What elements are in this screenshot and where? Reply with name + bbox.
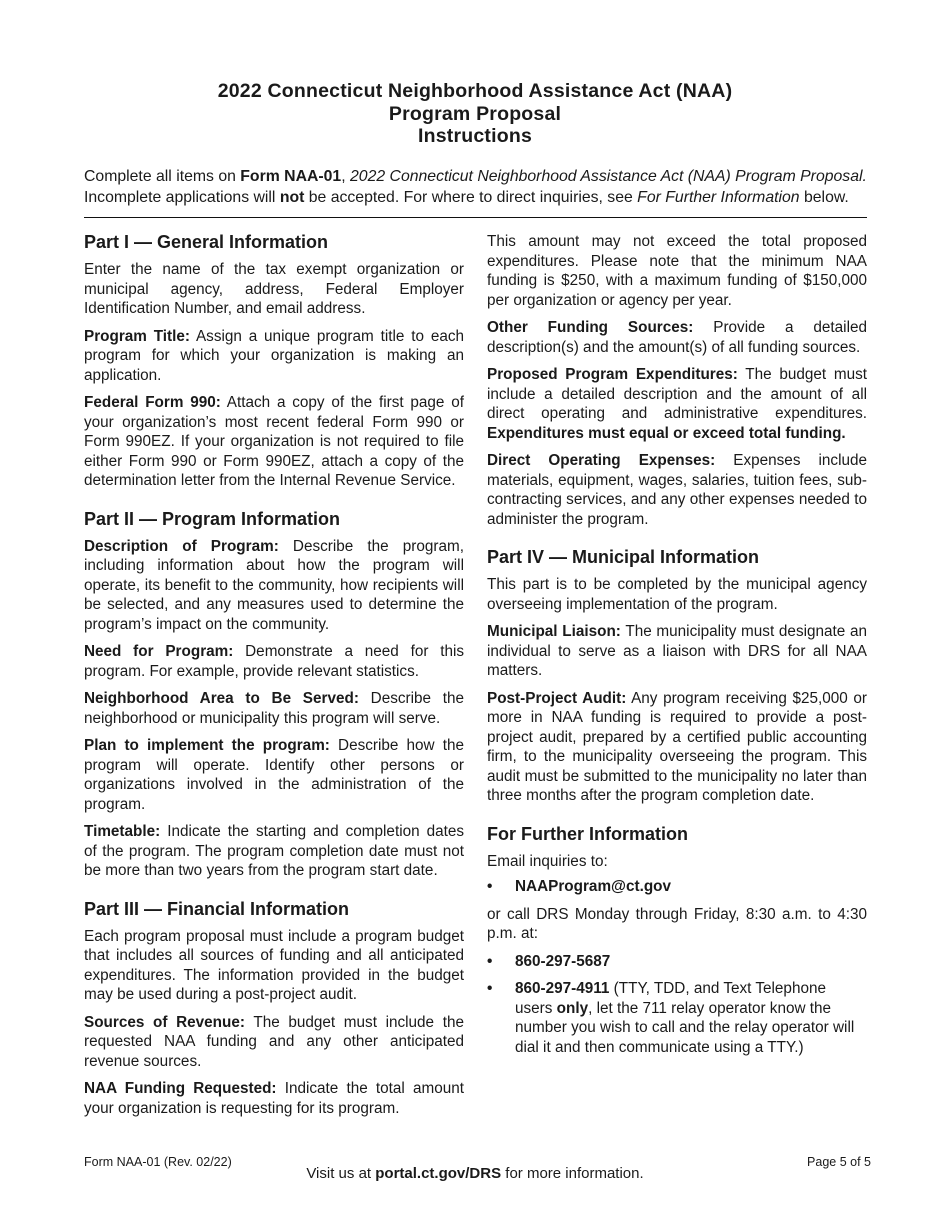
intro-not: not	[279, 188, 305, 206]
form990-text: Attach a copy of the first page of your organization’s most recent federal Form 990 or Form 990EZ. If your organization is not required to file either Form 990 or Form 990EZ, attach a copy of the determination letter from the Internal Revenue Service.	[84, 394, 464, 489]
plan-label: Plan to implement the program:	[84, 737, 330, 754]
proposed-label: Proposed Program Expenditures:	[487, 366, 738, 383]
phone-number-1[interactable]: 860-297-5687	[515, 952, 611, 970]
email-intro: Email inquiries to:	[487, 852, 608, 870]
intro-text: ,	[341, 168, 350, 185]
timetable-label: Timetable:	[84, 823, 161, 840]
program-title-paragraph	[84, 327, 464, 386]
funding-paragraph	[84, 1079, 464, 1118]
intro-form-number: Form NAA-01	[240, 168, 342, 185]
plan-paragraph	[84, 736, 464, 814]
direct-expenses-paragraph	[487, 451, 867, 529]
phone-list	[487, 952, 867, 1058]
email-link[interactable]: NAAProgram@ct.gov	[515, 878, 672, 895]
need-text: Demonstrate a need for this program. For example, provide relevant statistics.	[84, 643, 465, 680]
part2-heading: Part II — Program Information	[84, 508, 341, 529]
part4-heading: Part IV — Municipal Information	[487, 547, 760, 567]
liaison-text: The municipality must designate an individual to serve as a liaison with DRS for all NAA matters.	[487, 623, 867, 679]
bullet-icon: •	[487, 878, 493, 895]
visit-text: for more information.	[501, 1165, 644, 1182]
funding-text: Indicate the total amount your organization is requesting for its program.	[84, 1080, 464, 1117]
document-title	[0, 80, 950, 148]
phone2-text: , let the 711 relay operator know the number you wish to call and the relay operator will dial it and then communicate using a TTY.)	[515, 999, 855, 1056]
program-title-text: Assign a unique program title to each program for which your organization is making an application.	[84, 327, 464, 384]
part3-heading: Part III — Financial Information	[84, 898, 350, 919]
proposed-bold-note: Expenditures must equal or exceed total funding.	[487, 424, 846, 442]
other-funding-paragraph	[487, 318, 867, 357]
area-text: Describe the neighborhood or municipality this program will serve.	[84, 690, 464, 727]
phone-number-2[interactable]: 860-297-4911	[515, 980, 610, 997]
sources-text: The budget must include the requested NAA funding and any other anticipated revenue sources.	[84, 1013, 464, 1070]
phone2-only: only	[556, 999, 589, 1017]
intro-text: Incomplete applications will	[84, 188, 280, 206]
audit-text: Any program receiving $25,000 or more in NAA funding is required to provide a post-project audit, prepared by a certified public accounting firm, to the municipality overseeing the program. This audit must be submitted to the municipality no later than three months after the program completion date.	[487, 689, 867, 804]
proposed-paragraph	[487, 365, 867, 443]
form990-paragraph	[84, 393, 464, 491]
proposed-text: The budget must include a detailed description and the amount of all direct operating and administrative expenditures.	[487, 366, 867, 422]
description-text: Describe the program, including information about how the program will operate, its benefit to the community, how recipients will be selected, and any measures used to determine the program’s impact on the community.	[84, 537, 464, 633]
call-paragraph: or call DRS Monday through Friday, 8:30 a.m. to 4:30 p.m. at:	[487, 905, 867, 942]
other-funding-text: Provide a detailed description(s) and the amount(s) of all funding sources.	[487, 319, 867, 356]
intro-text: Complete all items on	[84, 168, 241, 185]
right-column	[487, 232, 867, 1065]
visit-footer	[0, 1165, 950, 1182]
list-item	[487, 979, 867, 1057]
intro-further-ref: For Further Information	[637, 188, 800, 206]
need-label: Need for Program:	[84, 643, 234, 660]
liaison-label: Municipal Liaison:	[487, 623, 621, 640]
form990-label: Federal Form 990:	[84, 394, 221, 411]
intro-text: be accepted. For where to direct inquiries, see	[304, 188, 638, 206]
bullet-icon: •	[487, 980, 493, 997]
title-line-3: Instructions	[418, 125, 532, 147]
intro-form-title: 2022 Connecticut Neighborhood Assistance Act (NAA) Program Proposal.	[350, 168, 867, 185]
intro-text: below.	[799, 188, 849, 206]
list-item	[487, 952, 867, 972]
plan-text: Describe how the program will operate. Identify other persons or organizations involved in the administration of the program.	[84, 737, 464, 813]
audit-label: Post-Project Audit:	[487, 689, 627, 707]
need-paragraph	[84, 642, 464, 681]
page-number: Page 5 of 5	[807, 1155, 871, 1169]
bullet-icon: •	[487, 952, 493, 970]
program-title-label: Program Title:	[84, 327, 190, 345]
direct-expenses-text: Expenses include materials, equipment, wages, salaries, tuition fees, sub-contracting services, and any other expenses needed to administer the program.	[487, 452, 867, 528]
email-list	[487, 877, 867, 897]
liaison-paragraph	[487, 622, 867, 681]
visit-text: Visit us at	[306, 1165, 376, 1182]
further-info-heading: For Further Information	[487, 823, 688, 844]
sources-paragraph	[84, 1013, 464, 1072]
intro-paragraph	[84, 167, 874, 208]
title-line-1: 2022 Connecticut Neighborhood Assistance Act (NAA)	[217, 80, 733, 102]
sources-label: Sources of Revenue:	[84, 1013, 245, 1031]
part1-intro: Enter the name of the tax exempt organization or municipal agency, address, Federal Employer Identification Number, and email address.	[84, 261, 464, 317]
header-divider	[84, 217, 867, 218]
audit-paragraph	[487, 689, 867, 806]
funding-label: NAA Funding Requested:	[84, 1080, 277, 1097]
funding-continued: This amount may not exceed the total proposed expenditures. Please note that the minimum NAA funding is $250, with a maximum funding of $150,000 per organization or agency per year.	[487, 233, 867, 309]
title-line-2: Program Proposal	[388, 102, 562, 125]
description-label: Description of Program:	[84, 537, 279, 555]
direct-expenses-label: Direct Operating Expenses:	[487, 452, 716, 469]
list-item	[487, 877, 867, 897]
part4-intro: This part is to be completed by the municipal agency overseeing implementation of the program.	[487, 576, 867, 613]
other-funding-label: Other Funding Sources:	[487, 319, 694, 336]
part3-intro: Each program proposal must include a program budget that includes all sources of funding and all anticipated expenditures. The information provided in the budget may be used during a post-project audit.	[84, 927, 464, 1003]
left-column	[84, 231, 464, 1126]
phone2-text: (TTY, TDD, and Text Telephone users	[515, 980, 826, 1017]
area-paragraph	[84, 689, 464, 728]
timetable-text: Indicate the starting and completion dates of the program. The program completion date must not be more than two years from the program start date.	[84, 823, 464, 879]
part1-heading: Part I — General Information	[84, 232, 329, 252]
website-link[interactable]: portal.ct.gov/DRS	[375, 1165, 502, 1182]
description-paragraph	[84, 537, 464, 635]
timetable-paragraph	[84, 822, 464, 881]
area-label: Neighborhood Area to Be Served:	[84, 690, 359, 707]
form-revision: Form NAA-01 (Rev. 02/22)	[84, 1155, 232, 1169]
